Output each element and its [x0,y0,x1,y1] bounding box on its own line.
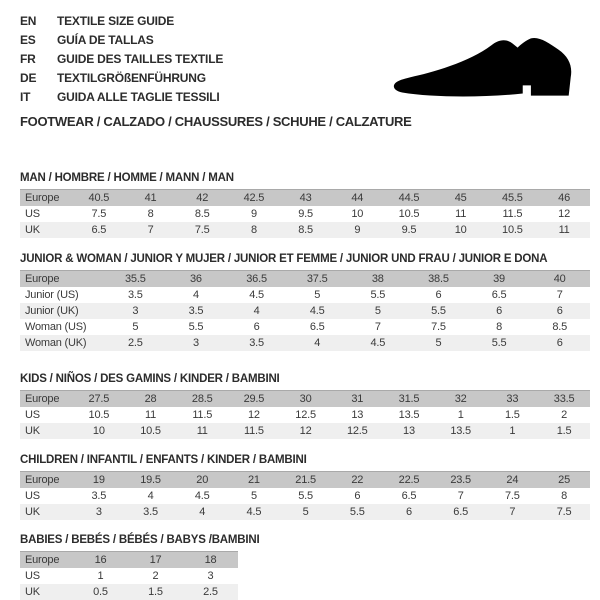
size-cell: 5.5 [370,289,386,301]
size-cell: 7.5 [91,208,107,220]
size-cell: 4.5 [249,289,264,301]
size-cell: 3 [207,570,214,582]
size-cell: 5 [314,289,321,301]
language-code: IT [20,90,31,104]
size-cell: 7.5 [194,224,210,236]
size-cell: 10 [351,208,364,220]
size-cell: 4.5 [246,506,262,518]
language-label: TEXTILGRÖßENFÜHRUNG [57,71,206,85]
size-cell: 10.5 [398,208,420,220]
size-table [20,189,590,238]
section-title: MAN / HOMBRE / HOMME / MANN / MAN [20,172,234,184]
size-cell: 44.5 [398,192,420,204]
size-cell: 13 [351,409,364,421]
size-cell: 1.5 [556,425,572,437]
row-label: Europe [25,474,60,486]
size-cell: 3 [132,305,139,317]
size-cell: 0.5 [93,586,108,598]
size-cell: 41 [144,192,157,204]
size-cell: 2 [561,409,568,421]
size-cell: 27.5 [88,393,110,405]
row-label: Europe [25,273,60,285]
table-row-woman-uk [20,335,590,351]
size-cell: 4.5 [370,337,386,349]
size-cell: 2.5 [203,586,218,598]
size-table [20,390,590,439]
size-cell: 10.5 [502,224,523,236]
size-cell: 3 [95,506,102,518]
row-label: Woman (US) [25,321,87,333]
size-cell: 24 [506,474,519,486]
table-row-us [20,407,590,423]
size-cell: 36 [190,273,202,285]
size-cell: 5.5 [188,321,204,333]
size-cell: 45 [454,192,467,204]
size-cell: 30 [299,393,312,405]
table-row-woman-us [20,319,590,335]
size-cell: 8 [250,224,257,236]
size-cell: 5.5 [298,490,313,502]
table-row-europe [20,271,590,288]
section-title: BABIES / BEBÉS / BÉBÉS / BABYS /BAMBINI [20,534,260,546]
size-cell: 33.5 [553,393,575,405]
size-cell: 1 [97,570,104,582]
table-row-europe [20,472,590,489]
language-code: ES [20,33,36,47]
row-label: UK [25,506,40,518]
row-label: US [25,570,40,582]
row-label: UK [25,425,40,437]
size-cell: 37.5 [306,273,328,285]
size-cell: 6.5 [309,321,325,333]
size-cell: 8 [147,208,154,220]
size-cell: 11 [455,208,467,220]
row-label: US [25,490,40,502]
size-cell: 9 [250,208,257,220]
size-cell: 7.5 [556,506,572,518]
size-cell: 3.5 [188,305,204,317]
table-row-uk [20,423,590,439]
size-cell: 3.5 [143,506,158,518]
size-cell: 9.5 [298,208,313,220]
size-cell: 4 [253,305,260,317]
table-row-us [20,206,590,222]
size-cell: 1 [457,409,464,421]
size-cell: 40.5 [88,192,110,204]
size-cell: 17 [149,554,162,566]
section-title: CHILDREN / INFANTIL / ENFANTS / KINDER / BAMBINI [20,454,307,466]
section-title: KIDS / NIÑOS / DES GAMINS / KINDER / BAMBINI [20,373,280,385]
size-cell: 12.5 [346,425,368,437]
size-section-babies [20,533,590,600]
size-cell: 6.5 [401,490,417,502]
size-cell: 4.5 [194,490,210,502]
row-label: Junior (UK) [25,305,79,317]
row-label: UK [25,224,40,236]
size-cell: 6 [435,289,442,301]
size-cell: 7 [457,490,464,502]
size-cell: 6.5 [491,289,507,301]
row-label: US [25,409,40,421]
table-row-us [20,488,590,504]
row-label: Europe [25,554,60,566]
language-label: GUÍA DE TALLAS [57,33,154,47]
size-cell: 7 [509,506,516,518]
table-row-uk [20,222,590,238]
size-cell: 6 [556,337,563,349]
size-cell: 5.5 [431,305,446,317]
size-cell: 23.5 [450,474,471,486]
size-cell: 7 [556,289,563,301]
size-cell: 19.5 [140,474,161,486]
size-cell: 11 [558,224,570,236]
size-cell: 29.5 [243,393,265,405]
size-cell: 21.5 [295,474,316,486]
size-cell: 36.5 [246,273,267,285]
size-cell: 8.5 [298,224,313,236]
size-cell: 5 [374,305,381,317]
size-cell: 13.5 [398,409,420,421]
size-cell: 12.5 [295,409,316,421]
size-cell: 11.5 [192,409,213,421]
size-table [20,471,590,520]
size-section-kids [20,372,590,439]
row-label: US [25,208,40,220]
size-cell: 22 [351,474,364,486]
size-cell: 9.5 [401,224,417,236]
size-cell: 18 [204,554,217,566]
table-row-junior-uk [20,303,590,319]
size-cell: 3 [192,337,199,349]
size-cell: 5 [302,506,309,518]
size-cell: 6 [354,490,361,502]
language-code: DE [20,71,37,85]
size-table [20,270,590,351]
table-row-europe [20,391,590,408]
table-row-uk [20,504,590,520]
size-cell: 5.5 [349,506,365,518]
size-cell: 6.5 [453,506,468,518]
table-row-us [20,568,238,584]
size-cell: 5.5 [491,337,507,349]
table-row-uk [20,584,238,600]
size-cell: 11.5 [502,208,523,220]
size-cell: 7.5 [504,490,520,502]
size-cell: 44 [351,192,364,204]
size-cell: 6 [253,321,260,333]
size-cell: 9 [354,224,361,236]
table-row-europe [20,190,590,207]
size-cell: 20 [196,474,209,486]
size-cell: 19 [92,474,105,486]
size-cell: 28.5 [191,393,213,405]
size-cell: 4 [147,490,154,502]
section-title: JUNIOR & WOMAN / JUNIOR Y MUJER / JUNIOR ET FEMME / JUNIOR UND FRAU / JUNIOR E DONA [20,253,548,265]
table-row-europe [20,552,238,569]
size-cell: 40 [553,273,566,285]
size-cell: 8.5 [552,321,568,333]
size-cell: 39 [493,273,505,285]
size-cell: 32 [454,393,467,405]
size-cell: 43 [299,192,312,204]
size-cell: 22.5 [398,474,420,486]
size-cell: 7 [147,224,154,236]
size-cell: 3.5 [127,289,143,301]
size-cell: 33 [506,393,519,405]
shoe-icon [390,34,584,100]
size-table [20,551,238,600]
size-cell: 21 [247,474,260,486]
size-cell: 7.5 [431,321,446,333]
table-row-junior-us [20,287,590,303]
size-tables [20,171,590,600]
language-row [20,12,590,31]
size-cell: 1 [509,425,516,437]
size-cell: 7 [374,321,381,333]
size-cell: 4.5 [309,305,325,317]
size-cell: 46 [558,192,571,204]
size-cell: 11.5 [244,425,264,437]
size-cell: 31 [351,393,364,405]
row-label: Junior (US) [25,289,79,301]
category-title: FOOTWEAR / CALZADO / CHAUSSURES / SCHUHE / CALZATURE [20,114,412,129]
size-cell: 3.5 [91,490,107,502]
size-cell: 42 [196,192,209,204]
size-cell: 25 [558,474,571,486]
size-cell: 5 [250,490,257,502]
size-cell: 12 [558,208,571,220]
row-label: Europe [25,192,60,204]
size-cell: 16 [94,554,107,566]
size-section-man [20,171,590,238]
size-section-children [20,453,590,520]
language-label: GUIDA ALLE TAGLIE TESSILI [57,90,220,104]
header [20,12,590,107]
size-cell: 12 [299,425,312,437]
size-cell: 2 [152,570,159,582]
size-cell: 6 [496,305,503,317]
language-code: FR [20,52,36,66]
size-cell: 8.5 [194,208,210,220]
size-cell: 6 [556,305,563,317]
row-label: UK [25,586,40,598]
size-cell: 1.5 [504,409,520,421]
size-cell: 5 [132,321,139,333]
size-cell: 12 [247,409,260,421]
row-label: Europe [25,393,60,405]
language-code: EN [20,14,37,28]
size-cell: 28 [144,393,157,405]
size-cell: 38.5 [428,273,449,285]
size-cell: 2.5 [127,337,143,349]
size-cell: 8 [496,321,503,333]
language-label: TEXTILE SIZE GUIDE [57,14,175,28]
size-cell: 5 [435,337,442,349]
size-cell: 4 [314,337,321,349]
size-cell: 45.5 [502,192,523,204]
size-cell: 11 [196,425,208,437]
size-cell: 35.5 [125,273,146,285]
size-cell: 4 [192,289,199,301]
language-label: GUIDE DES TAILLES TEXTILE [57,52,224,66]
size-cell: 11 [145,409,157,421]
size-section-junior-woman [20,252,590,351]
size-cell: 31.5 [398,393,420,405]
size-cell: 6 [406,506,412,518]
size-cell: 10 [92,425,105,437]
size-cell: 13 [403,425,415,437]
size-cell: 6.5 [91,224,107,236]
size-cell: 1.5 [148,586,163,598]
size-cell: 42.5 [243,192,265,204]
size-cell: 38 [371,273,384,285]
size-cell: 4 [199,506,206,518]
row-label: Woman (UK) [25,337,87,349]
size-cell: 8 [561,490,568,502]
size-cell: 10.5 [88,409,110,421]
size-cell: 3.5 [249,337,264,349]
size-cell: 10.5 [140,425,161,437]
size-cell: 13.5 [450,425,471,437]
size-cell: 10 [454,224,467,236]
